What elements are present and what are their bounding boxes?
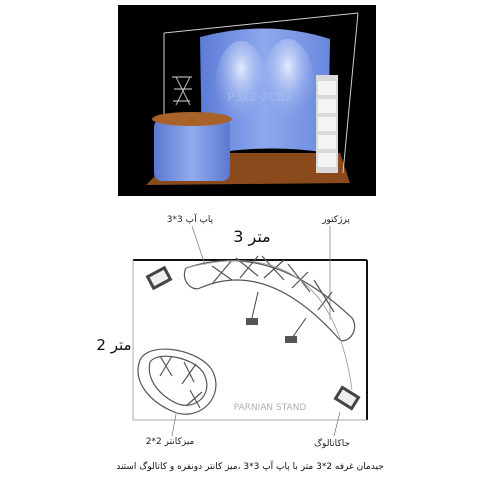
popup-callout-label: پاپ آپ 3*3 xyxy=(166,215,214,225)
floor-plan-svg xyxy=(0,200,500,500)
depth-dimension-label: 2 متر xyxy=(96,336,132,354)
catalog-callout-label: جاکاتالوگ xyxy=(313,439,351,449)
spotlight-icon-left xyxy=(246,292,258,325)
stand-render xyxy=(118,5,376,196)
spotlight-callout-label: پرژکتور xyxy=(322,215,350,225)
watermark-text: PARNIAN STAND xyxy=(233,403,307,413)
counter-leader-line xyxy=(172,414,176,436)
spotlight-icon-right xyxy=(285,318,306,343)
counter-plan xyxy=(138,349,216,414)
spotlight-glow-right xyxy=(262,39,314,131)
catalog-leader-line xyxy=(334,412,340,436)
floor-plan xyxy=(0,200,500,500)
catalog-rack-topleft xyxy=(146,266,173,290)
popup-truss xyxy=(184,256,354,341)
figure-caption: جیدمان غرفه 2*3 متر با پاپ آپ 3*3 ،میز کانتر دونفره و کاتالوگ استند xyxy=(116,462,384,472)
width-dimension-label: 3 متر xyxy=(233,227,271,246)
counter-callout-label: میزکانتر 2*2 xyxy=(145,437,195,447)
counter-desk xyxy=(152,112,232,181)
panel-print-text: P3x2-2CB2 xyxy=(227,90,293,104)
catalog-rack-bottomright xyxy=(333,385,360,410)
catalog-stand-right xyxy=(316,75,338,173)
stand-render-svg xyxy=(118,5,376,196)
